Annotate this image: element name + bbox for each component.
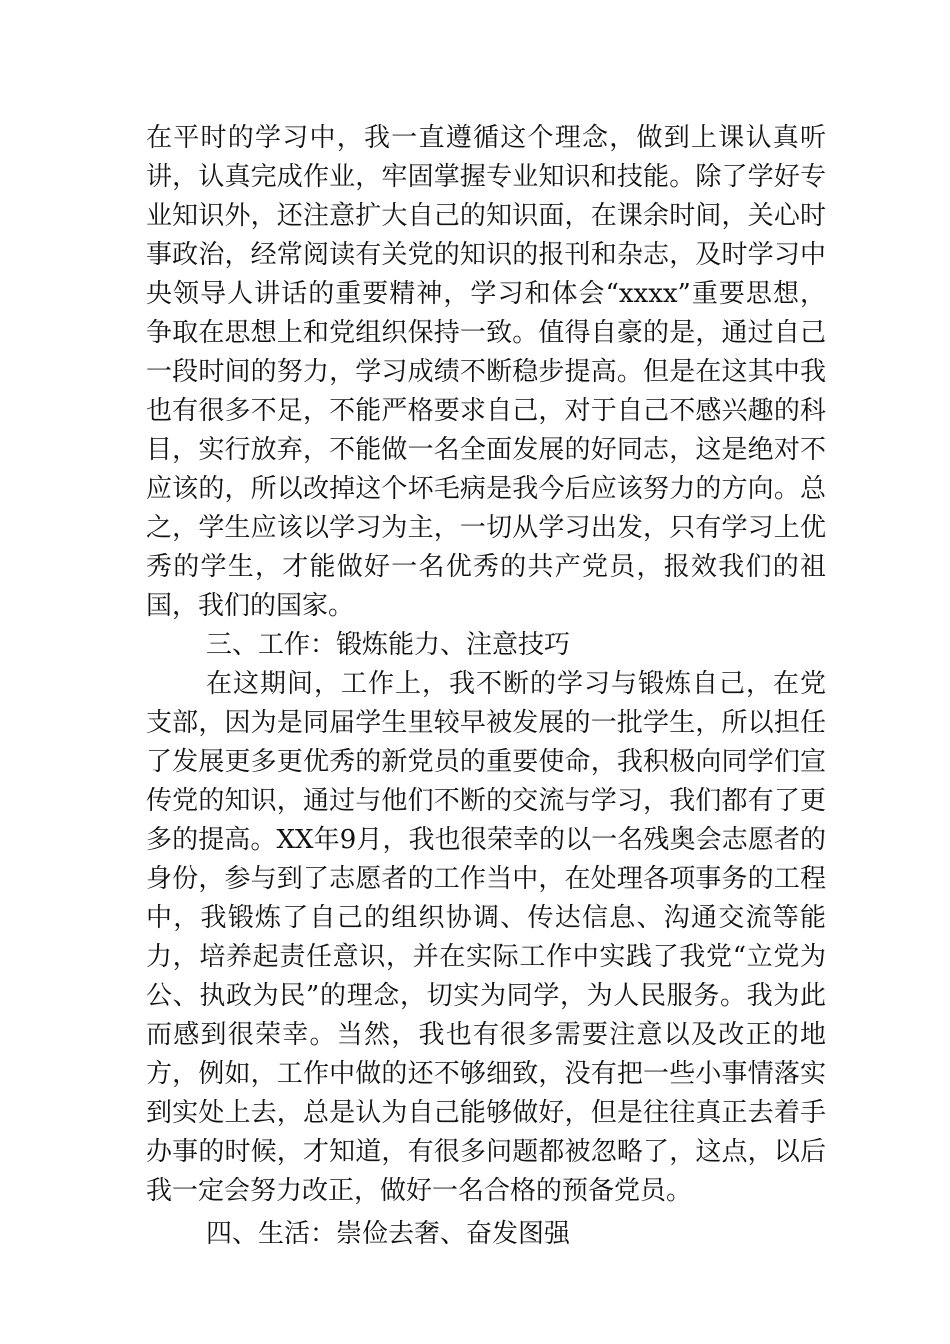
- section-heading-life: 四、生活：崇俭去奢、奋发图强: [206, 1219, 571, 1249]
- section-heading-work: 三、工作：锻炼能力、注意技巧: [206, 630, 571, 660]
- paragraph-work: 在这期间，工作上，我不断的学习与锻炼自己，在党支部，因为是同届学生里较早被发展的一批学生，所以担任了发展更多更优秀的新党员的重要使命，我积极向同学们宣传党的知识，通过与他们不断的交流与学习，我们都有了更多的提高。XX年9月，我也很荣幸的以一名残奥会志愿者的身份，参与到了志愿者的工作当中，在处理各项事务的工程中，我锻炼了自己的组织协调、传达信息、沟通交流等能力，培养起责任意识，并在实际工作中实践了我党“立党为公、执政为民”的理念，切实为同学，为人民服务。我为此而感到很荣幸。当然，我也有很多需要注意以及改正的地方，例如，工作中做的还不够细致，没有把一些小事情落实到实处上去，总是认为自己能够做好，但是往往真正去着手办事的时候，才知道，有很多问题都被忽略了，这点，以后我一定会努力改正，做好一名合格的预备党员。: [146, 669, 826, 1206]
- paragraph-study: 在平时的学习中，我一直遵循这个理念，做到上课认真听讲，认真完成作业，牢固掌握专业知识和技能。除了学好专业知识外，还注意扩大自己的知识面，在课余时间，关心时事政治，经常阅读有关党的知识的报刊和杂志，及时学习中央领导人讲话的重要精神，学习和体会“xxxx”重要思想，争取在思想上和党组织保持一致。值得自豪的是，通过自己一段时间的努力，学习成绩不断稳步提高。但是在这其中我也有很多不足，不能严格要求自己，对于自己不感兴趣的科目，实行放弃，不能做一名全面发展的好同志，这是绝对不应该的，所以改掉这个坏毛病是我今后应该努力的方向。总之，学生应该以学习为主，一切从学习出发，只有学习上优秀的学生，才能做好一名优秀的共产党员，报效我们的祖国，我们的国家。: [146, 123, 826, 621]
- document-body: [146, 119, 826, 1254]
